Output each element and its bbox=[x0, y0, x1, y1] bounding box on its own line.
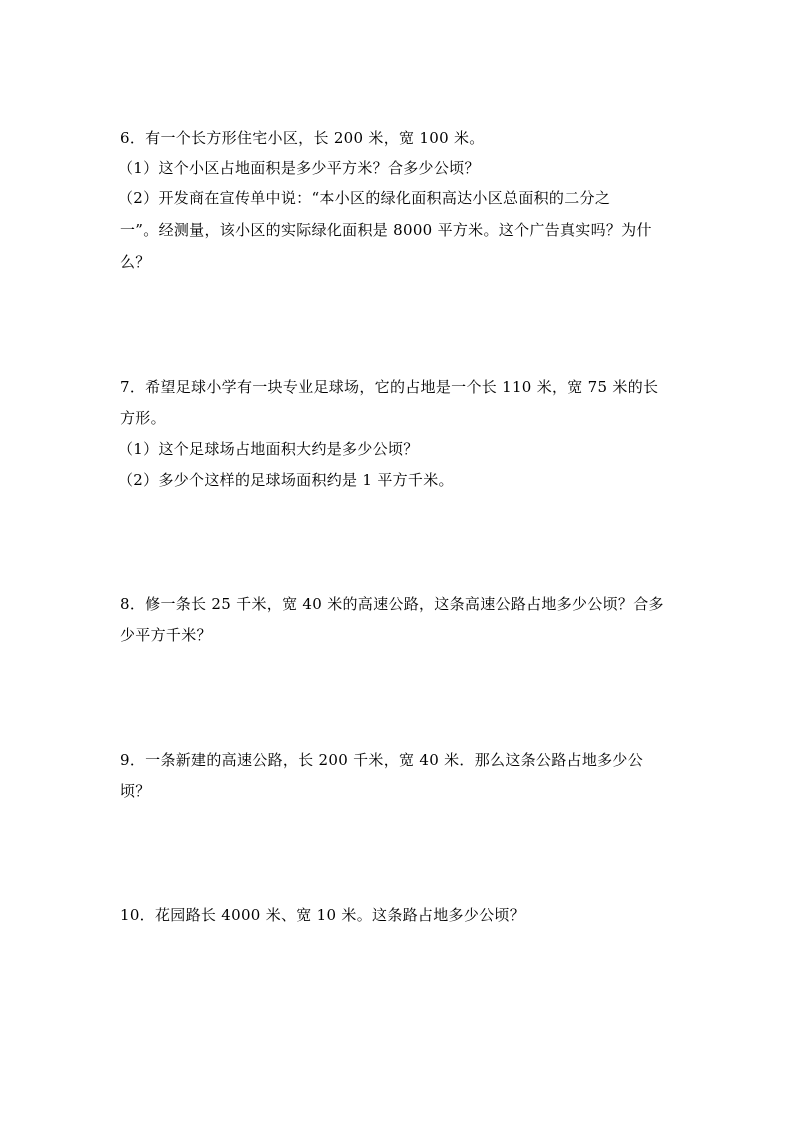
question-6-part-1: （1）这个小区占地面积是多少平方米？合多少公顷？ bbox=[118, 159, 480, 177]
question-6-part-2-line-2: 一”。经测量，该小区的实际绿化面积是 8000 平方米。这个广告真实吗？为什 bbox=[120, 221, 652, 239]
question-7-stem-line-2: 方形。 bbox=[120, 409, 166, 427]
question-6-stem: 6．有一个长方形住宅小区，长 200 米，宽 100 米。 bbox=[120, 129, 485, 147]
question-10-line-1: 10．花园路长 4000 米、宽 10 米。这条路占地多少公顷？ bbox=[120, 906, 526, 924]
question-9-line-1: 9．一条新建的高速公路，长 200 千米，宽 40 米．那么这条公路占地多少公 bbox=[120, 751, 644, 769]
question-7-part-1: （1）这个足球场占地面积大约是多少公顷？ bbox=[118, 440, 419, 458]
question-8-line-2: 少平方千米？ bbox=[120, 626, 212, 644]
question-6-part-2-line-3: 么？ bbox=[120, 253, 151, 271]
question-7-stem-line-1: 7．希望足球小学有一块专业足球场，它的占地是一个长 110 米，宽 75 米的长 bbox=[120, 378, 659, 396]
question-9-line-2: 顷？ bbox=[120, 782, 151, 800]
question-7-part-2: （2）多少个这样的足球场面积约是 1 平方千米。 bbox=[118, 471, 454, 489]
question-8-line-1: 8．修一条长 25 千米，宽 40 米的高速公路，这条高速公路占地多少公顷？合多 bbox=[120, 595, 664, 613]
question-6-part-2-line-1: （2）开发商在宣传单中说：“本小区的绿化面积高达小区总面积的二分之 bbox=[118, 189, 611, 207]
